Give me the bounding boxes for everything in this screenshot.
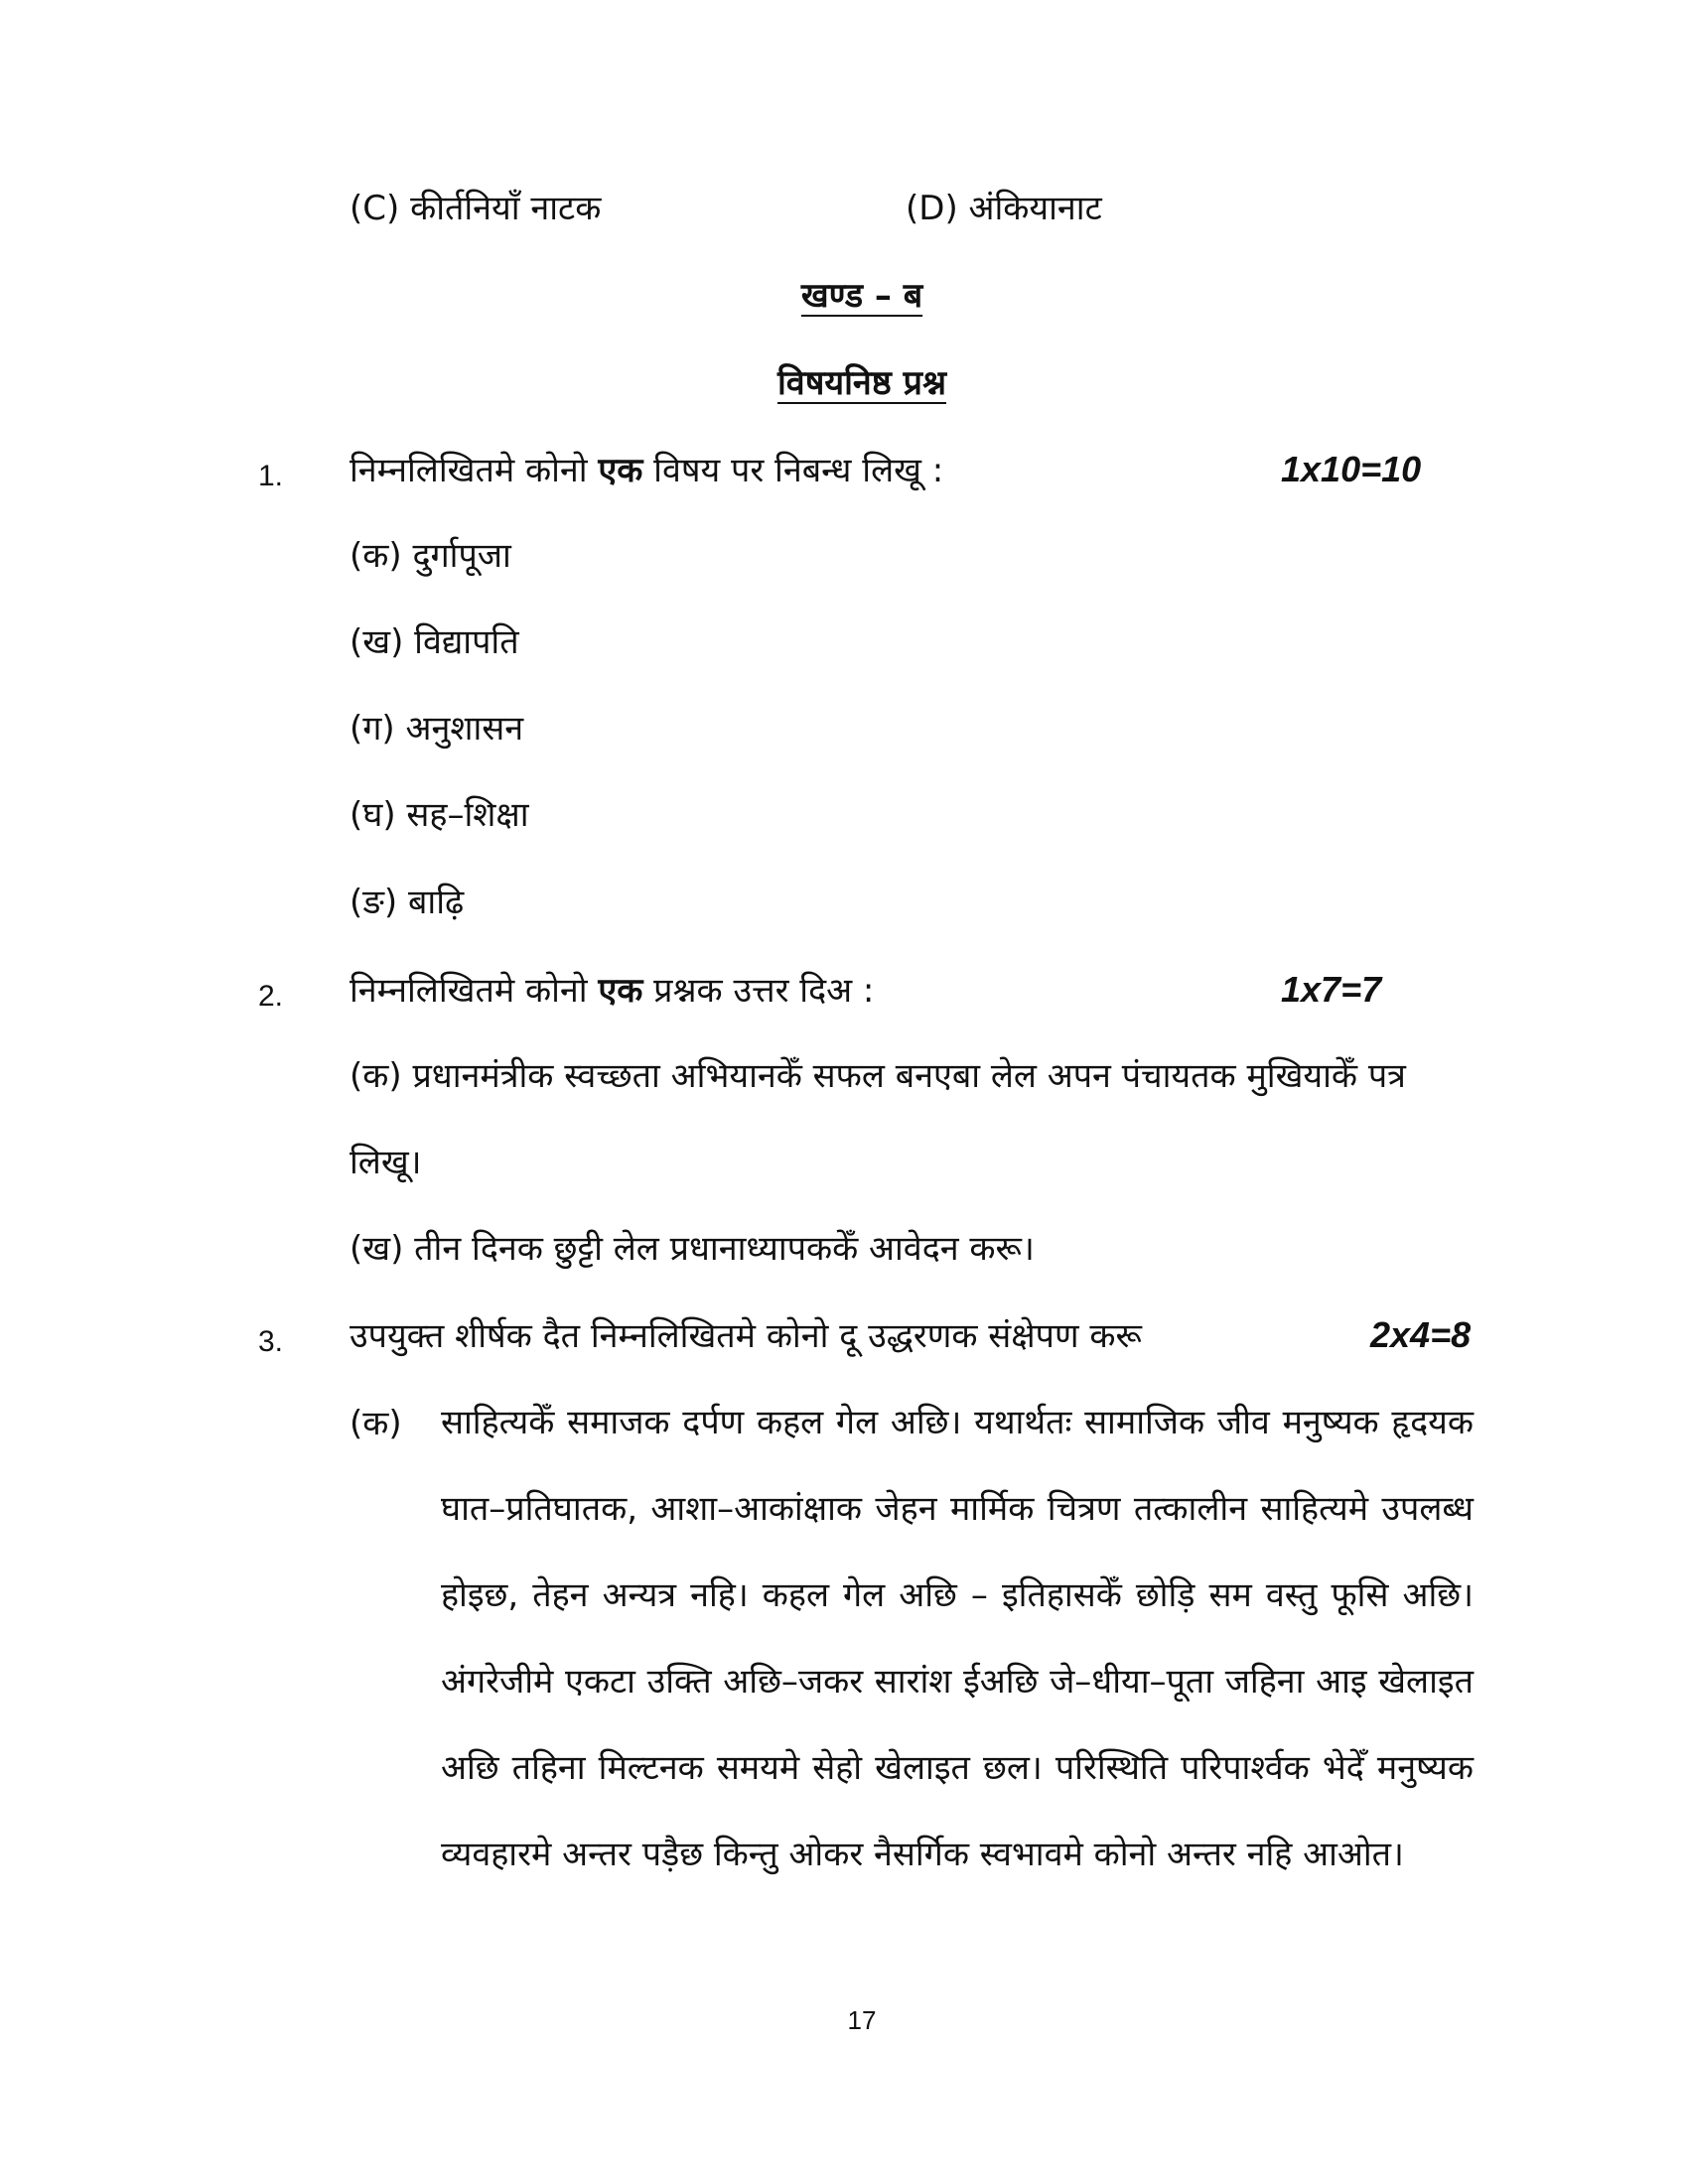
question-1-option-e: (ङ) बाढ़ि	[350, 883, 465, 922]
question-2-marks: 1x7=7	[1281, 969, 1382, 1010]
section-title: खण्ड – ब	[800, 276, 923, 316]
question-1-text: निम्नलिखितमे कोनो एक विषय पर निबन्ध लिखू :	[350, 451, 944, 490]
section-subtitle: विषयनिष्ठ प्रश्न	[776, 363, 946, 403]
question-2-option-a-continued: लिखू।	[350, 1143, 422, 1182]
question-1-number: 1.	[258, 460, 284, 492]
question-3-text: उपयुक्त शीर्षक दैत निम्नलिखितमे कोनो दू उद्धरणक संक्षेपण करू	[350, 1316, 1142, 1356]
question-1-option-c: (ग) अनुशासन	[350, 709, 524, 749]
option-d: (D) अंकियानाट	[906, 189, 1102, 228]
question-2-option-a: (क) प्रधानमंत्रीक स्वच्छता अभियानकेँ सफल बनएबा लेल अपन पंचायतक मुखियाकेँ पत्र	[350, 1056, 1406, 1096]
question-3-passage: साहित्यकेँ समाजक दर्पण कहल गेल अछि। यथार्थतः सामाजिक जीव मनुष्यक हृदयक घात–प्रतिघातक, आशा–आकांक्षाक जेहन मार्मिक चित्रण तत्कालीन साहित्यमे उपलब्ध होइछ, तेहन अन्यत्र नहि। कहल गेल अछि – इतिहासकेँ छोड़ि सम वस्तु फूसि अछि। अंगरेजीमे एकटा उक्ति अछि–जकर सारांश ईअछि जे–धीया–पूता जहिना आइ खेलाइत अछि तहिना मिल्टनक समयमे सेहो खेलाइत छल। परिस्थिति परिपार्श्वक भेदेँ मनुष्यक व्यवहारमे अन्तर पड़ैछ किन्तु ओकर नैसर्गिक स्वभावमे कोनो अन्तर नहि आओत।	[441, 1403, 1474, 1874]
option-c: (C) कीर्तनियाँ नाटक	[350, 189, 602, 228]
question-3-marks: 2x4=8	[1370, 1314, 1472, 1355]
question-2-text: निम्नलिखितमे कोनो एक प्रश्नक उत्तर दिअ :	[350, 971, 875, 1011]
question-3-number: 3.	[258, 1325, 284, 1358]
question-2-option-b: (ख) तीन दिनक छुट्टी लेल प्रधानाध्यापककेँ आवेदन करू।	[350, 1229, 1035, 1269]
question-1-option-a: (क) दुर्गापूजा	[350, 536, 511, 576]
question-3-passage-label: (क)	[350, 1404, 402, 1443]
question-1-option-d: (घ) सह–शिक्षा	[350, 795, 529, 835]
question-1-option-b: (ख) विद्यापति	[350, 622, 519, 662]
page-number: 17	[847, 2005, 877, 2035]
question-2-number: 2.	[258, 980, 284, 1013]
question-1-marks: 1x10=10	[1281, 449, 1422, 489]
